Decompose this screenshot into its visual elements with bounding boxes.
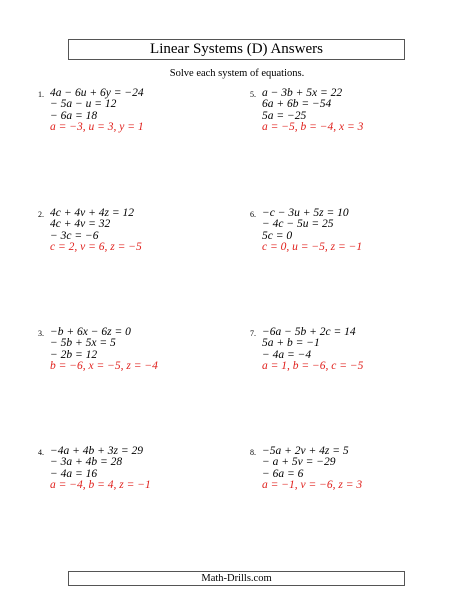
answer: a = 1, b = −6, c = −5: [262, 360, 364, 373]
answer: a = −3, u = 3, y = 1: [50, 121, 144, 134]
answer: a = −4, b = 4, z = −1: [50, 479, 151, 492]
equation: 5c = 0: [262, 229, 293, 242]
answer: c = 2, v = 6, z = −5: [50, 241, 142, 254]
equation: −c − 3u + 5z = 10: [262, 207, 349, 219]
equation: 4c + 4v + 4z = 12: [50, 207, 134, 219]
problem-3: [38, 327, 228, 373]
worksheet-title: Linear Systems (D) Answers: [68, 39, 405, 60]
problem-number: 3.: [38, 329, 44, 338]
problem-number: 1.: [38, 90, 44, 99]
equation: 6a + 6b = −54: [262, 98, 332, 111]
problem-4: [38, 446, 228, 492]
equation: 5a = −25: [262, 109, 307, 122]
equation: − a + 5v = −29: [262, 456, 336, 469]
answer: c = 0, u = −5, z = −1: [262, 241, 363, 254]
answer: b = −6, x = −5, z = −4: [50, 360, 158, 373]
problem-7: [250, 327, 440, 373]
equation: −5a + 2v + 4z = 5: [262, 445, 349, 457]
equation: − 3a + 4b = 28: [50, 456, 123, 469]
problem-1: [38, 88, 228, 134]
equation: −6a − 5b + 2c = 14: [262, 326, 356, 338]
equation: 4c + 4v = 32: [50, 218, 111, 231]
equation: − 4a = −4: [262, 348, 312, 361]
equation: 5a + b = −1: [262, 337, 320, 350]
answer: a = −1, v = −6, z = 3: [262, 479, 363, 492]
equation: 4a − 6u + 6y = −24: [50, 87, 144, 99]
problem-6: [250, 208, 440, 254]
problem-number: 4.: [38, 448, 44, 457]
equation: − 5a − u = 12: [50, 98, 117, 111]
problem-number: 6.: [250, 210, 256, 219]
equation: − 3c = −6: [50, 229, 99, 242]
instructions: Solve each system of equations.: [169, 68, 305, 79]
equation: − 4a = 16: [50, 467, 98, 480]
site-footer: Math-Drills.com: [68, 571, 405, 586]
equation: −b + 6x − 6z = 0: [50, 326, 131, 338]
equation: − 4c − 5u = 25: [262, 218, 334, 231]
equation: a − 3b + 5x = 22: [262, 87, 343, 99]
problem-2: [38, 208, 228, 254]
equation: − 6a = 6: [262, 467, 304, 480]
problem-number: 8.: [250, 448, 256, 457]
problem-number: 2.: [38, 210, 44, 219]
equation: − 6a = 18: [50, 109, 98, 122]
problem-number: 7.: [250, 329, 256, 338]
equation: − 2b = 12: [50, 348, 98, 361]
answer: a = −5, b = −4, x = 3: [262, 121, 364, 134]
problem-8: [250, 446, 440, 492]
problem-number: 5.: [250, 90, 256, 99]
problem-5: [250, 88, 440, 134]
equation: − 5b + 5x = 5: [50, 337, 116, 350]
equation: −4a + 4b + 3z = 29: [50, 445, 144, 457]
